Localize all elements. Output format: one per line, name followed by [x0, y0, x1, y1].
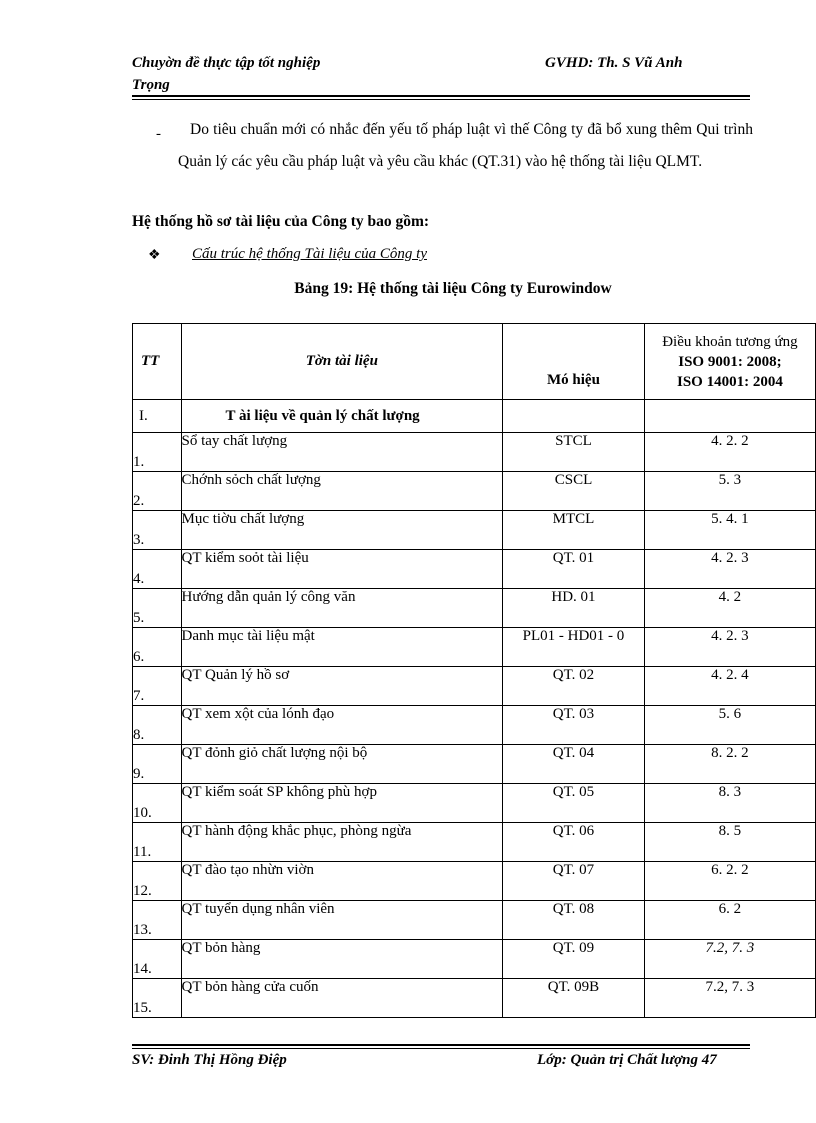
document-table [132, 323, 816, 1018]
row-tt: 1. [133, 433, 182, 472]
row-name: QT hành động khắc phục, phòng ngừa [181, 823, 503, 862]
header-clause-line3: ISO 14001: 2004 [677, 373, 783, 390]
table-row [133, 589, 816, 628]
row-clause: 7.2, 7. 3 [644, 979, 815, 1018]
row-code: STCL [503, 433, 645, 472]
row-name: Sổ tay chất lượng [181, 433, 503, 472]
footer-class: Lớp: Quản trị Chất lượng 47 [537, 1052, 717, 1068]
footer-rule [132, 1044, 750, 1046]
table-row [133, 511, 816, 550]
row-code: QT. 09B [503, 979, 645, 1018]
row-tt: 6. [133, 628, 182, 667]
row-tt: 2. [133, 472, 182, 511]
header-code: Mó hiệu [503, 324, 645, 400]
row-code: QT. 07 [503, 862, 645, 901]
section-title: Hệ thống hồ sơ tài liệu của Công ty bao gồm: [132, 213, 430, 230]
table-row [133, 628, 816, 667]
row-clause: 4. 2. 3 [644, 628, 815, 667]
row-name: Danh mục tài liệu mật [181, 628, 503, 667]
header-topic: Chuyờn đề thực tập tốt nghiệp [132, 55, 321, 71]
row-name: QT đỏnh giỏ chất lượng nội bộ [181, 745, 503, 784]
header-rule [132, 95, 750, 97]
header-advisor: GVHD: Th. S Vũ Anh [545, 55, 683, 71]
table-row [133, 550, 816, 589]
footer-student: SV: Đinh Thị Hồng Điệp [132, 1052, 287, 1068]
row-name: Hướng dẫn quản lý công văn [181, 589, 503, 628]
row-clause: 5. 4. 1 [644, 511, 815, 550]
row-name: QT kiểm soỏt tài liệu [181, 550, 503, 589]
row-clause: 6. 2 [644, 901, 815, 940]
header-clause-line1: Điều khoản tương ứng [662, 333, 798, 350]
table-row [133, 940, 816, 979]
row-code: CSCL [503, 472, 645, 511]
row-clause: 4. 2. 4 [644, 667, 815, 706]
section-code [503, 400, 645, 433]
row-tt: 13. [133, 901, 182, 940]
row-tt: 11. [133, 823, 182, 862]
row-name: QT xem xột của lónh đạo [181, 706, 503, 745]
row-tt: 7. [133, 667, 182, 706]
intro-paragraph: Do tiêu chuẩn mới có nhắc đến yếu tố pháp luật vì thế Công ty đã bổ xung thêm Qui trình Quản lý các yêu cầu pháp luật và yêu cầu khác (QT.31) vào hệ thống tài liệu QLMT. [178, 121, 753, 170]
subheading: Cấu trúc hệ thống Tài liệu của Công ty [192, 246, 427, 262]
row-clause: 5. 3 [644, 472, 815, 511]
row-tt: 4. [133, 550, 182, 589]
row-clause: 4. 2. 2 [644, 433, 815, 472]
header-topic-cont: Trọng [132, 77, 170, 93]
row-code: QT. 01 [503, 550, 645, 589]
table-header-row [133, 324, 816, 400]
row-name: QT kiểm soát SP không phù hợp [181, 784, 503, 823]
row-clause: 4. 2 [644, 589, 815, 628]
header-left [132, 52, 432, 96]
row-tt: 8. [133, 706, 182, 745]
row-name: QT bỏn hàng cửa cuốn [181, 979, 503, 1018]
row-name: Mục tiờu chất lượng [181, 511, 503, 550]
row-clause: 6. 2. 2 [644, 862, 815, 901]
table-row [133, 862, 816, 901]
header-tt: TT [133, 324, 182, 400]
header-clause-line2: ISO 9001: 2008; [678, 353, 782, 370]
row-clause: 5. 6 [644, 706, 815, 745]
table-row [133, 901, 816, 940]
header-rule-thin [132, 99, 750, 100]
row-code: MTCL [503, 511, 645, 550]
row-name: QT đào tạo nhừn viờn [181, 862, 503, 901]
row-code: HD. 01 [503, 589, 645, 628]
row-code: QT. 03 [503, 706, 645, 745]
row-tt: 3. [133, 511, 182, 550]
row-code: PL01 - HD01 - 0 [503, 628, 645, 667]
row-code: QT. 09 [503, 940, 645, 979]
row-clause: 7.2, 7. 3 [644, 940, 815, 979]
header-clause [644, 324, 815, 400]
table-row [133, 667, 816, 706]
table-row [133, 745, 816, 784]
row-code: QT. 04 [503, 745, 645, 784]
header-name: Tờn tài liệu [181, 324, 503, 400]
row-code: QT. 02 [503, 667, 645, 706]
row-code: QT. 08 [503, 901, 645, 940]
row-name: QT Quản lý hồ sơ [181, 667, 503, 706]
row-clause: 8. 3 [644, 784, 815, 823]
footer-rule-thin [132, 1048, 750, 1049]
table-row [133, 472, 816, 511]
diamond-bullet-icon: ❖ [148, 248, 161, 263]
row-tt: 5. [133, 589, 182, 628]
row-clause: 8. 2. 2 [644, 745, 815, 784]
row-name: QT tuyển dụng nhân viên [181, 901, 503, 940]
row-clause: 8. 5 [644, 823, 815, 862]
row-name: QT bỏn hàng [181, 940, 503, 979]
section-clause [644, 400, 815, 433]
table-section-row [133, 400, 816, 433]
section-name: T ài liệu về quản lý chất lượng [181, 400, 503, 433]
dash-marker: - [156, 126, 161, 142]
table-row [133, 823, 816, 862]
row-tt: 12. [133, 862, 182, 901]
table-row [133, 979, 816, 1018]
row-code: QT. 05 [503, 784, 645, 823]
table-caption: Bảng 19: Hệ thống tài liệu Công ty Eurowindow [294, 280, 612, 297]
row-tt: 10. [133, 784, 182, 823]
row-clause: 4. 2. 3 [644, 550, 815, 589]
row-tt: 9. [133, 745, 182, 784]
table-row [133, 784, 816, 823]
row-name: Chớnh sỏch chất lượng [181, 472, 503, 511]
row-tt: 15. [133, 979, 182, 1018]
table-row [133, 433, 816, 472]
table-row [133, 706, 816, 745]
row-code: QT. 06 [503, 823, 645, 862]
section-tt: I. [133, 400, 182, 433]
row-tt: 14. [133, 940, 182, 979]
